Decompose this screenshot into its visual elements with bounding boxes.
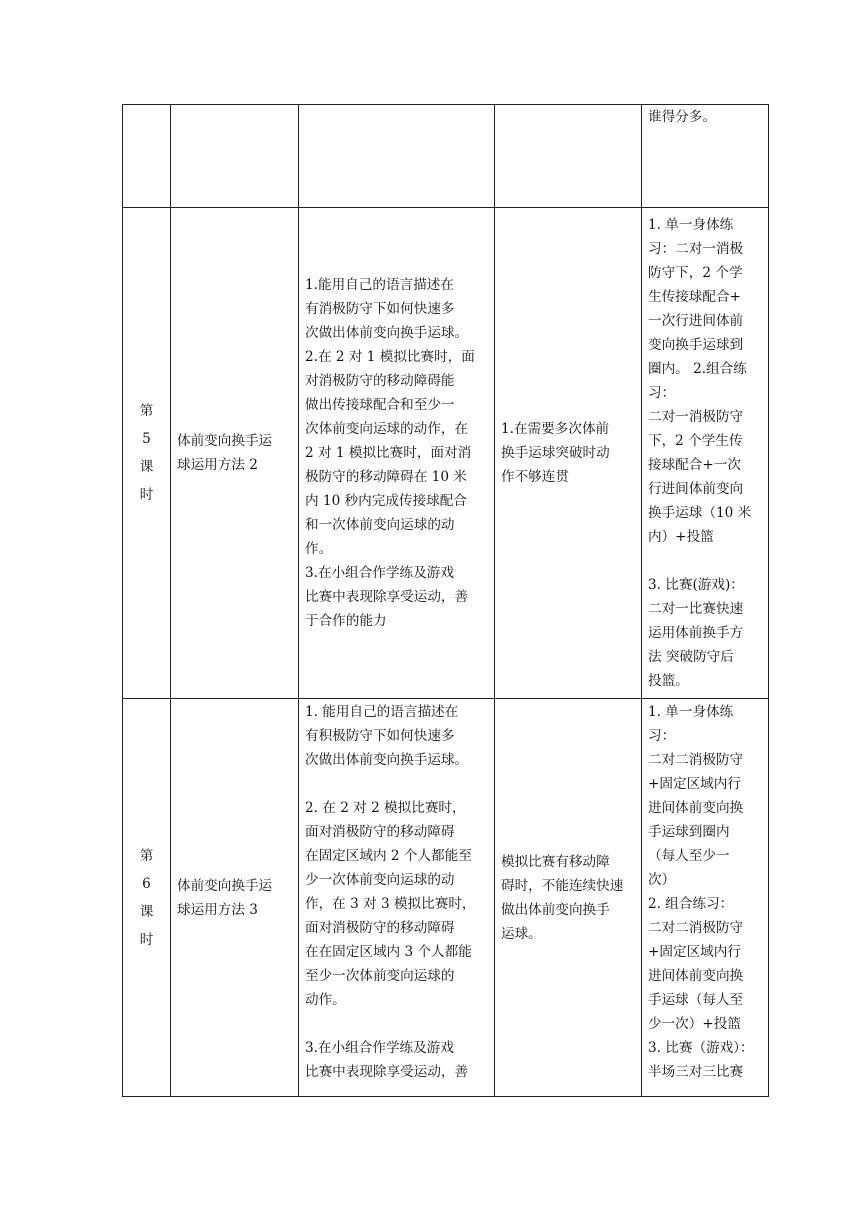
- content-cell: [171, 105, 299, 208]
- content-cell: 体前变向换手运 球运用方法 3: [171, 699, 299, 1097]
- difficulty-cell: [495, 105, 642, 208]
- lesson-plan-table: [122, 104, 769, 1097]
- difficulty-cell: 1.在需要多次体前 换手运球突破时动 作不够连贯: [495, 208, 642, 699]
- goal-cell: 1.能用自己的语言描述在 有消极防守下如何快速多 次做出体前变向换手运球。 2.在 2 对 1 模拟比赛时，面 对消极防守的移动障碍能 做出传接球配合和至少一 次体前变向运球的动作，在 2 对 1 模拟比赛时，面对消 极防守的移动障碍在 10 米 内 10 秒内完成传接球配合 和一次体前变向运球的动 作。 3.在小组合作学练及游戏 比赛中表现除享受运动，善 于合作的能力: [299, 208, 495, 699]
- difficulty-cell: 模拟比赛有移动障 碍时，不能连续快速 做出体前变向换手 运球。: [495, 699, 642, 1097]
- goal-cell: 1. 能用自己的语言描述在 有积极防守下如何快速多 次做出体前变向换手运球。 2. 在 2 对 2 模拟比赛时， 面对消极防守的移动障碍 在固定区域内 2 个人都能至 少一次体前变向运球的动 作，在 3 对 3 模拟比赛时， 面对消极防守的移动障碍 在在固定区域内 3 个人都能 至少一次体前变向运球的 动作。 3.在小组合作学练及游戏 比赛中表现除享受运动，善: [299, 699, 495, 1097]
- table-row-continuation: [123, 105, 769, 208]
- lesson-cell: [123, 105, 171, 208]
- activity-cell: 1. 单一身体练 习： 二对二消极防守 +固定区域内行 进间体前变向换 手运球到圈内 （每人至少一 次） 2. 组合练习： 二对二消极防守 +固定区域内行 进间体前变向换 手运球（每人至 少一次）+投篮 3. 比赛（游戏）： 半场三对三比赛: [642, 699, 769, 1097]
- activity-cell: 1. 单一身体练 习：二对一消极 防守下，2 个学 生传接球配合+ 一次行进间体前 变向换手运球到 圈内。 2.组合练 习： 二对一消极防守 下，2 个学生传 接球配合+一次 行进间体前变向 换手运球（10 米 内）+投篮 3. 比赛(游戏)： 二对一比赛快速 运用体前换手方 法 突破防守后 投篮。: [642, 208, 769, 699]
- lesson-label: 第 6 课 时: [123, 699, 171, 1097]
- lesson-label: 第 5 课 时: [123, 208, 171, 699]
- table-row-lesson-5: [123, 208, 769, 699]
- content-cell: 体前变向换手运 球运用方法 2: [171, 208, 299, 699]
- goal-cell: [299, 105, 495, 208]
- activity-cell: [642, 105, 769, 208]
- table-row-lesson-6: [123, 699, 769, 1097]
- activity-line: 谁得分多。: [648, 109, 716, 125]
